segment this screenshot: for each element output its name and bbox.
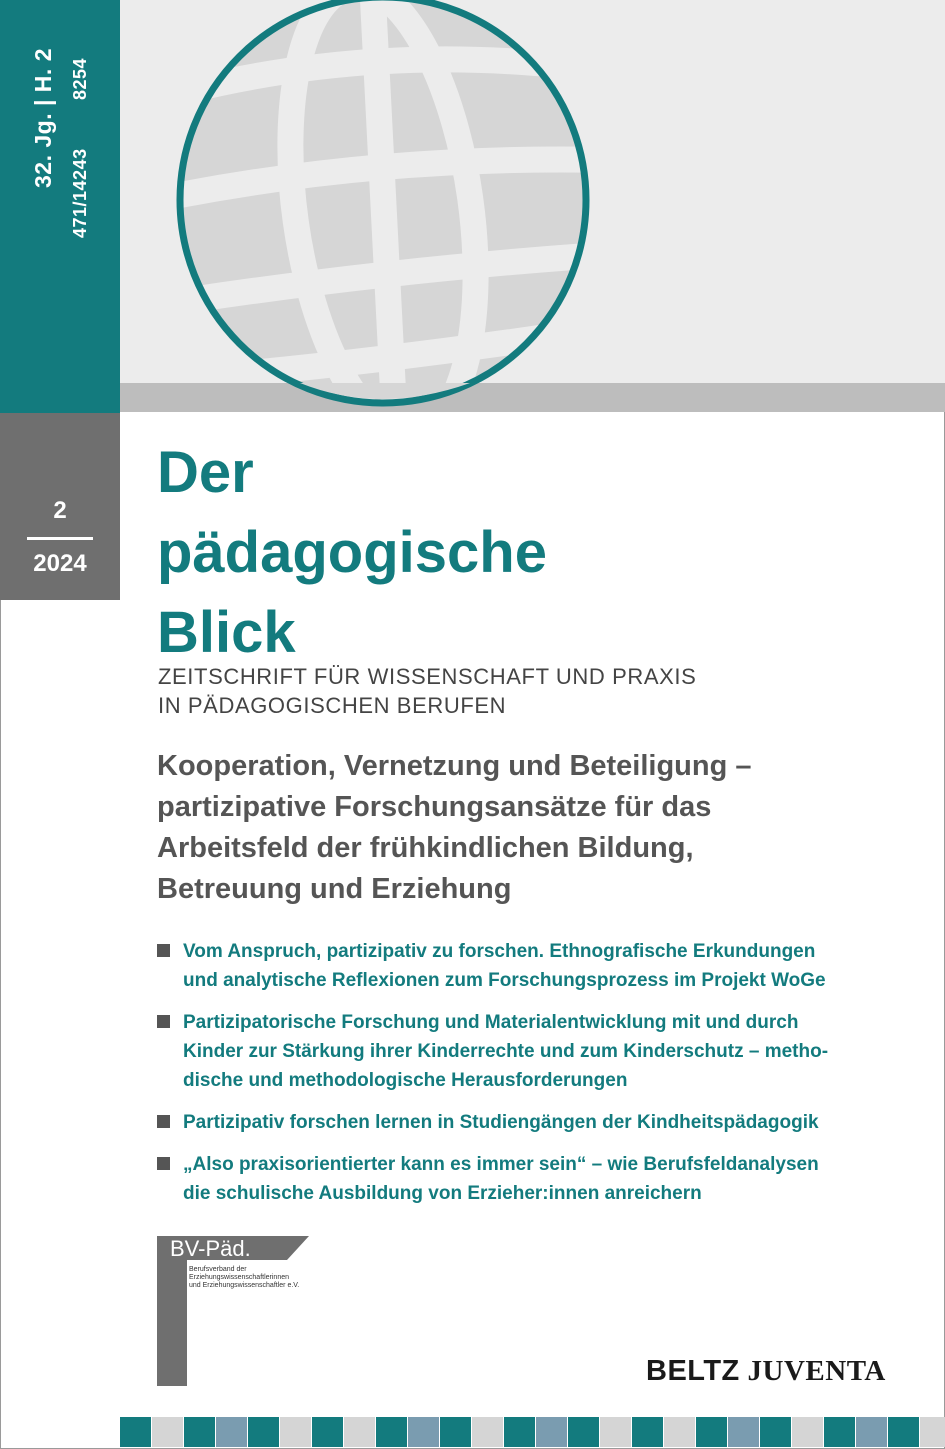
title-line: pädagogische xyxy=(157,520,547,585)
strip-block xyxy=(184,1417,215,1447)
theme-line: partizipative Forschungsansätze für das xyxy=(157,791,712,823)
strip-block xyxy=(344,1417,375,1447)
theme-line: Betreuung und Erziehung xyxy=(157,873,512,905)
theme-line: Arbeitsfeld der frühkindlichen Bildung, xyxy=(157,832,694,864)
association-line: Erziehungswissenschaftlerinnen xyxy=(189,1274,289,1281)
bullet-square-icon xyxy=(157,1015,170,1028)
strip-block xyxy=(664,1417,695,1447)
volume-issue: 32. Jg. | H. 2 xyxy=(30,48,56,188)
color-strip xyxy=(120,1417,945,1447)
article-line: Vom Anspruch, partizipativ zu forschen. Ethnografische Erkundungen xyxy=(183,941,816,962)
publisher-name-juventa: JUVENTA xyxy=(747,1355,886,1387)
strip-block xyxy=(376,1417,407,1447)
strip-block xyxy=(632,1417,663,1447)
issue-number: 2 xyxy=(53,497,67,524)
article-line: Partizipativ forschen lernen in Studiengängen der Kindheitspädagogik xyxy=(183,1112,819,1133)
strip-block xyxy=(696,1417,727,1447)
title-line: Blick xyxy=(157,600,296,665)
subtitle-line: ZEITSCHRIFT FÜR WISSENSCHAFT UND PRAXIS xyxy=(158,664,697,689)
article-list xyxy=(157,937,897,1221)
strip-block xyxy=(920,1417,945,1447)
strip-block xyxy=(408,1417,439,1447)
bullet-square-icon xyxy=(157,944,170,957)
issn-code: 471/14243 xyxy=(70,148,90,238)
article-item xyxy=(157,1150,897,1208)
bv-paed-logo-text: BV-Päd. xyxy=(170,1236,251,1261)
article-item xyxy=(157,937,897,995)
article-item xyxy=(157,1108,897,1137)
subtitle-line: IN PÄDAGOGISCHEN BERUFEN xyxy=(158,693,507,718)
publisher-logo xyxy=(646,1355,886,1388)
article-item xyxy=(157,1008,897,1095)
strip-block xyxy=(856,1417,887,1447)
article-line: Kinder zur Stärkung ihrer Kinderrechte und zum Kinderschutz – metho- xyxy=(183,1041,829,1062)
association-description xyxy=(189,1266,299,1290)
theme-line: Kooperation, Vernetzung und Beteiligung – xyxy=(157,750,752,782)
article-line: „Also praxisorientierter kann es immer sein“ – wie Berufsfeldanalysen xyxy=(183,1154,819,1175)
strip-block xyxy=(312,1417,343,1447)
strip-block xyxy=(792,1417,823,1447)
strip-block xyxy=(568,1417,599,1447)
journal-subtitle xyxy=(158,662,696,720)
order-code: 8254 xyxy=(70,57,90,100)
strip-block xyxy=(472,1417,503,1447)
article-line: dische und methodologische Herausforderungen xyxy=(183,1070,628,1091)
bullet-square-icon xyxy=(157,1157,170,1170)
strip-block xyxy=(440,1417,471,1447)
strip-block xyxy=(152,1417,183,1447)
spine-panel xyxy=(0,0,120,413)
strip-block xyxy=(120,1417,151,1447)
article-line: Partizipatorische Forschung und Materialentwicklung mit und durch xyxy=(183,1012,799,1033)
strip-block xyxy=(760,1417,791,1447)
article-line: die schulische Ausbildung von Erzieher:innen anreichern xyxy=(183,1183,702,1204)
strip-block xyxy=(504,1417,535,1447)
article-line: und analytische Reflexionen zum Forschungsprozess im Projekt WoGe xyxy=(183,970,826,991)
strip-block xyxy=(600,1417,631,1447)
strip-block xyxy=(216,1417,247,1447)
issue-theme xyxy=(157,746,752,910)
issue-divider xyxy=(27,537,93,540)
strip-block xyxy=(888,1417,919,1447)
strip-block xyxy=(728,1417,759,1447)
strip-block xyxy=(280,1417,311,1447)
bullet-square-icon xyxy=(157,1115,170,1128)
globe-icon xyxy=(120,0,945,413)
strip-block xyxy=(824,1417,855,1447)
publisher-name-beltz: BELTZ xyxy=(646,1355,740,1387)
association-line: Berufsverband der xyxy=(189,1266,247,1273)
association-line: und Erziehungswissenschaftler e.V. xyxy=(189,1282,300,1289)
strip-block xyxy=(248,1417,279,1447)
strip-block xyxy=(536,1417,567,1447)
title-line: Der xyxy=(157,440,254,505)
issue-year: 2024 xyxy=(33,550,87,577)
journal-title xyxy=(157,433,547,673)
